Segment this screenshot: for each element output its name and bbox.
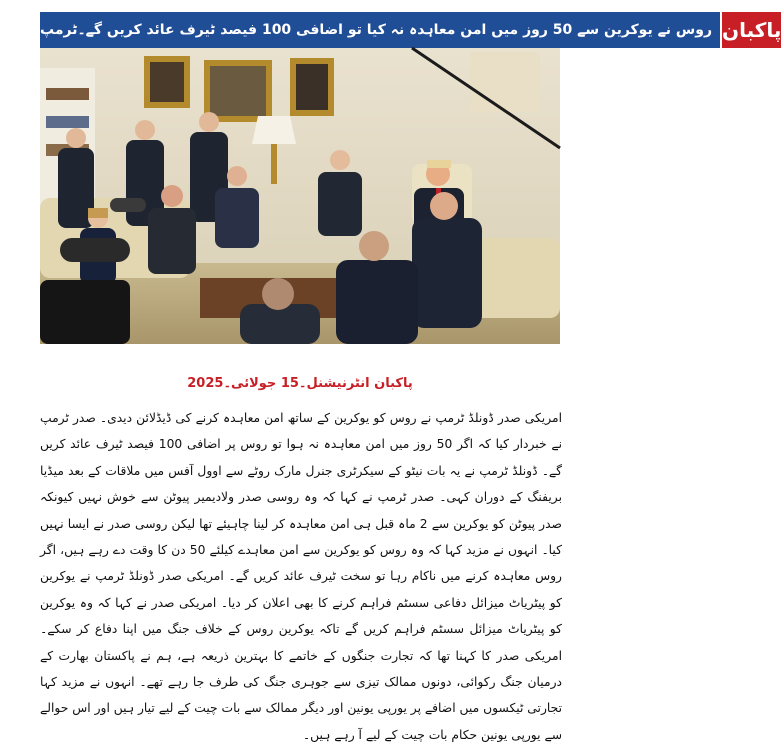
news-photo xyxy=(40,48,560,344)
news-header xyxy=(40,12,781,48)
dateline: پاکبان انٹرنیشنل۔15 جولائی۔2025 xyxy=(187,376,413,391)
article-body: امریکی صدر ڈونلڈ ٹرمپ نے روس کو یوکرین کے ساتھ امن معاہدہ کرنے کی ڈیڈلائن دیدی۔ صدر ٹرمپ نے خبردار کیا کہ اگر 50 روز میں امن معاہدہ نہ ہوا تو روس پر اضافی 100 فیصد ٹیرف عائد کریں گے۔ ڈونلڈ ٹرمپ نے یہ بات نیٹو کے سیکرٹری جنرل مارک روٹے سے اوول آفس میں ملاقات کے بعد میڈیا بریفنگ کے دوران کہی۔ صدر ٹرمپ نے کہا کہ وہ روسی صدر ولادیمیر پیوٹن سے خوش نہیں کیونکہ صدر پیوٹن کو یوکرین سے 2 ماہ قبل ہی امن معاہدہ کر لینا چاہیئے تھا لیکن روسی صدر نے ایسا نہیں کیا۔ انہوں نے مزید کہا کہ وہ روس کو یوکرین سے امن معاہدے کیلئے 50 دن کا وقت دے رہے ہیں، اگر روس معاہدہ کرنے میں ناکام رہا تو سخت ٹیرف عائد کریں گے۔ امریکی صدر ڈونلڈ ٹرمپ نے یوکرین کو پیٹریاٹ میزائل دفاعی سسٹم فراہم کرنے کا بھی اعلان کر دیا۔ امریکی صدر نے کہا کہ وہ یوکرین کو پیٹریاٹ میزائل سسٹم فراہم کریں گے تاکہ یوکرین روس کے خلاف جنگ میں اپنا دفاع کر سکے۔ امریکی صدر کا کہنا تھا کہ تجارت جنگوں کے خاتمے کا بہترین ذریعہ ہے، ہم نے پاکستان بھارت کے درمیان جنگ رکوائی، دونوں ممالک تیزی سے جوہری جنگ کی طرف جا رہے تھے۔ انہوں نے مزید کہا تجارتی ٹیکسوں میں اضافے پر یورپی یونین اور دیگر ممالک سے بات چیت کے لیے تیار ہیں اور اس حوالے سے یورپی یونین حکام بات چیت کے لیے آ رہے ہیں۔ xyxy=(40,411,562,742)
headline: روس نے یوکرین سے 50 روز میں امن معاہدہ نہ کیا تو اضافی 100 فیصد ٹیرف عائد کریں گے۔ٹرمپ xyxy=(40,12,720,48)
brand-logo: پاکبان xyxy=(720,12,781,48)
